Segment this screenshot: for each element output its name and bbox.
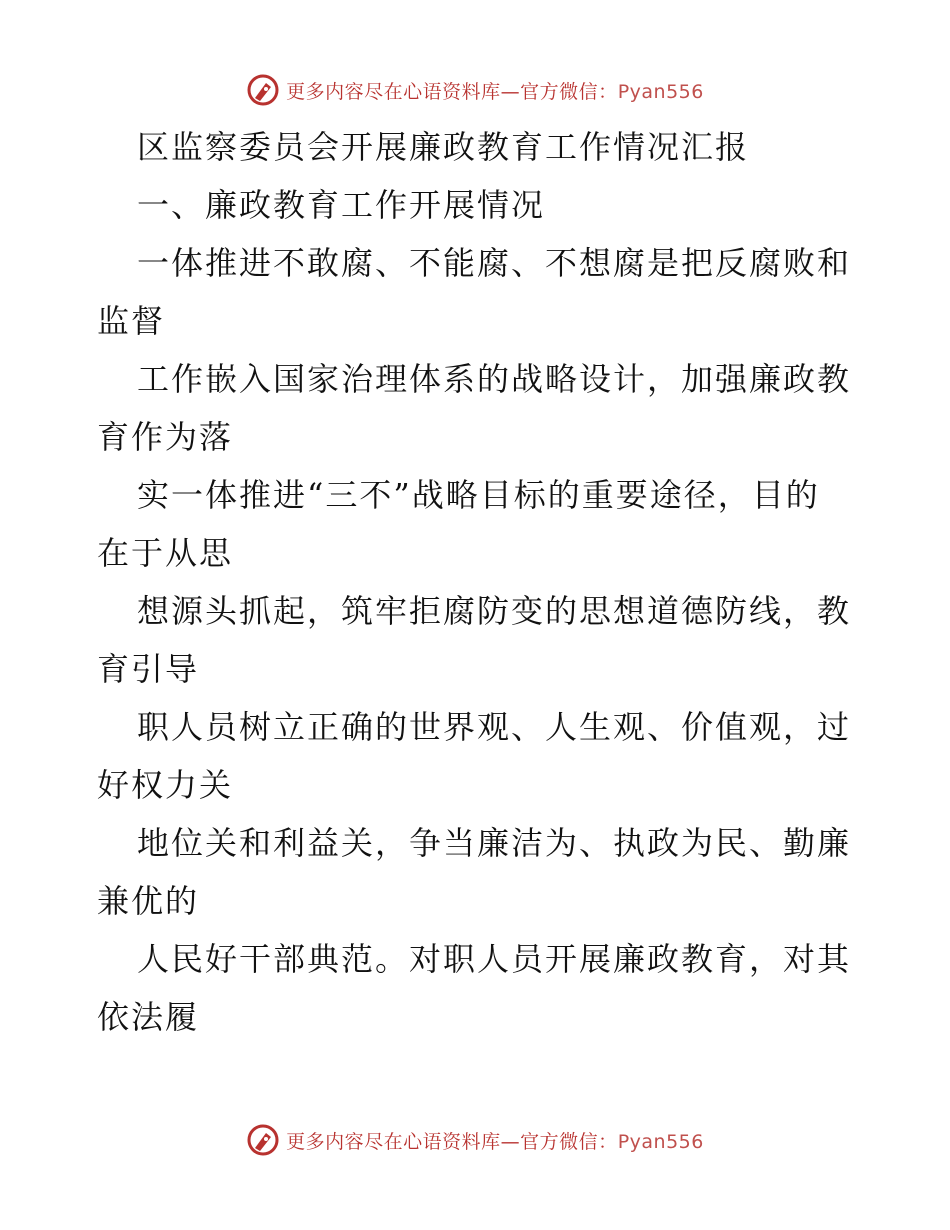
body-line: 职人员树立正确的世界观、人生观、价值观，过 [137, 708, 852, 746]
pen-nib-logo-icon [246, 73, 280, 107]
body-line: 人民好干部典范。对职人员开展廉政教育，对其 [137, 940, 852, 978]
document-body [97, 118, 857, 1046]
body-line: 实一体推进“三不”战略目标的重要途径，目的 [137, 476, 820, 514]
watermark-text: 更多内容尽在心语资料库—官方微信：Pyan556 [286, 1130, 704, 1153]
body-line: 地位关和利益关，争当廉洁为、执政为民、勤廉 [137, 824, 852, 862]
pen-nib-logo-icon [246, 1123, 280, 1157]
body-line: 工作嵌入国家治理体系的战略设计，加强廉政教 [137, 360, 852, 398]
body-line: 育作为落 [97, 418, 234, 456]
watermark-banner-top [0, 70, 950, 110]
section-heading: 一、廉政教育工作开展情况 [137, 186, 546, 224]
watermark-banner-bottom [0, 1120, 950, 1160]
body-line: 一体推进不敢腐、不能腐、不想腐是把反腐败和 [137, 244, 852, 282]
watermark-text: 更多内容尽在心语资料库—官方微信：Pyan556 [286, 80, 704, 103]
body-line: 依法履 [97, 998, 200, 1036]
body-line: 在于从思 [97, 534, 234, 572]
body-line: 兼优的 [97, 882, 200, 920]
document-title: 区监察委员会开展廉政教育工作情况汇报 [137, 128, 750, 166]
body-line: 监督 [97, 302, 166, 340]
body-line: 育引导 [97, 650, 200, 688]
body-line: 想源头抓起，筑牢拒腐防变的思想道德防线，教 [137, 592, 852, 630]
body-line: 好权力关 [97, 766, 234, 804]
